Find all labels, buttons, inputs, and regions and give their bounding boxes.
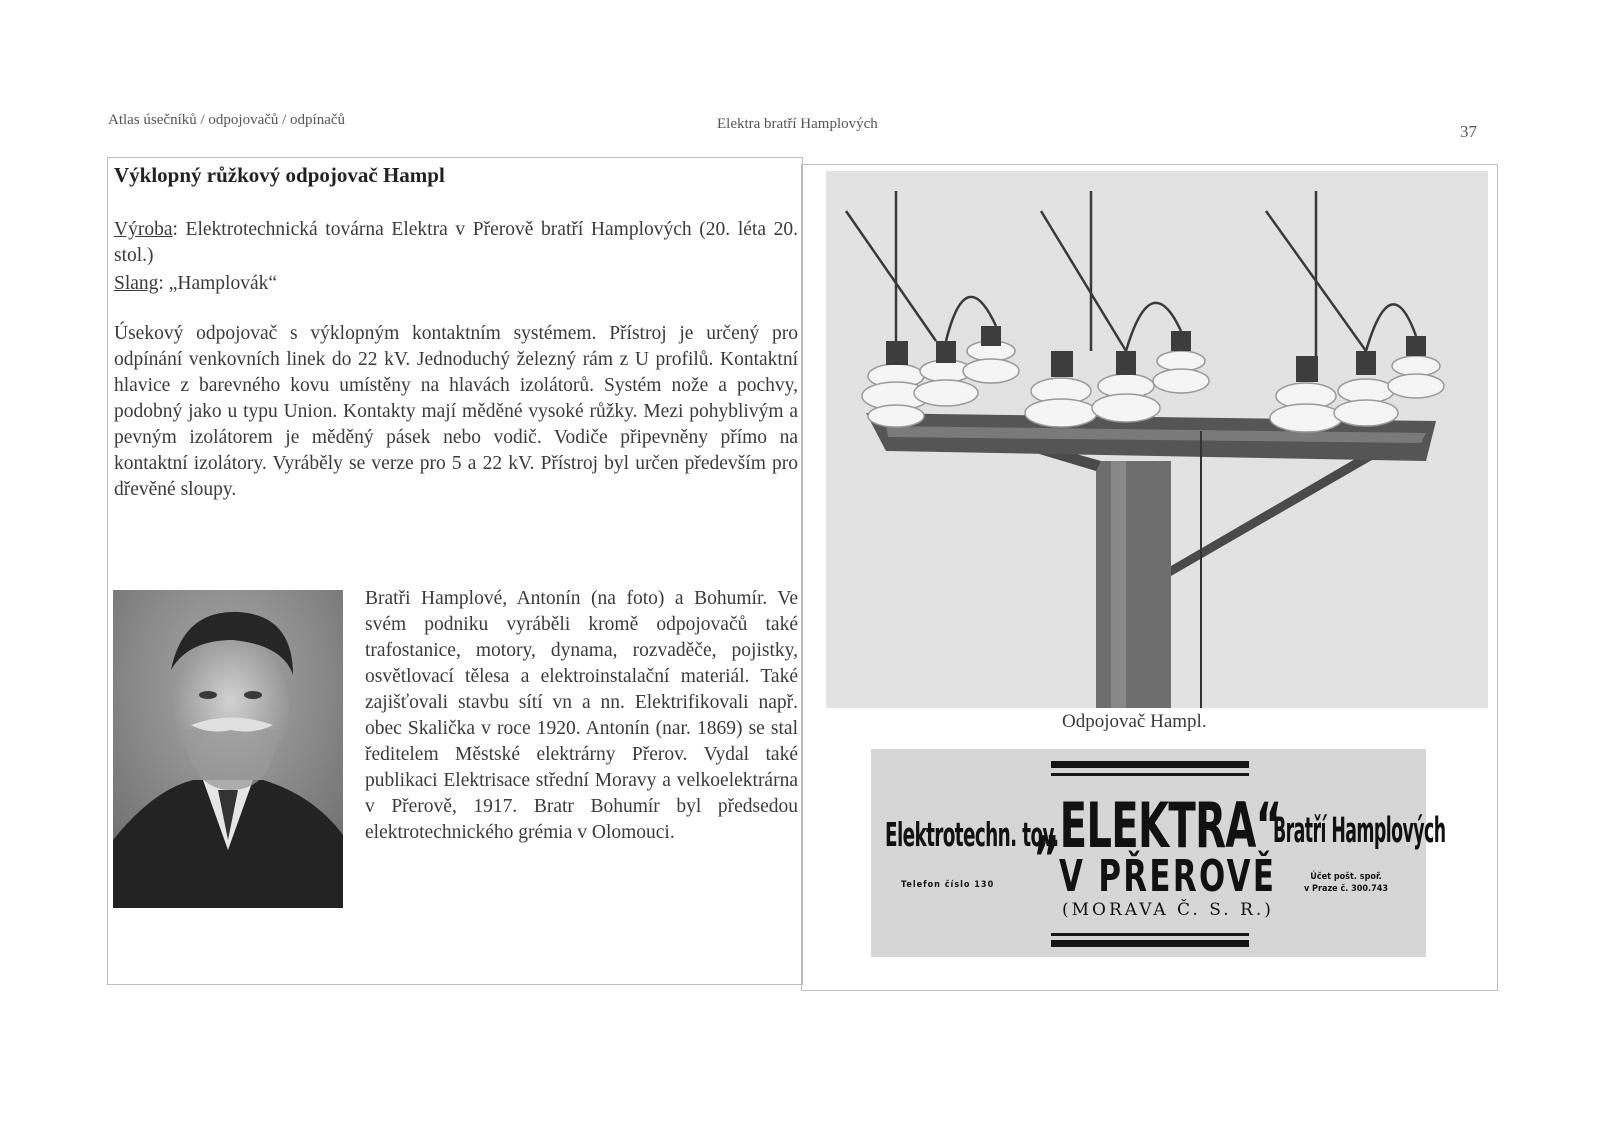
production-paragraph — [114, 217, 798, 269]
ad-account-line1: Účet pošt. spoř. — [1310, 872, 1382, 882]
ad-bottom-rule — [1051, 940, 1249, 947]
article-title: Výklopný růžkový odpojovač Hampl — [114, 163, 445, 187]
slang-paragraph — [114, 271, 798, 297]
ad-brand: „ELEKTRA“ — [1034, 789, 1282, 862]
disconnector-photo — [826, 171, 1488, 708]
ad-city: V PŘEROVĚ — [1059, 851, 1277, 902]
ad-phone: Telefon číslo 130 — [901, 880, 995, 890]
ad-account — [1296, 871, 1396, 895]
slang-text: : „Hamplovák“ — [158, 273, 278, 294]
slang-label: Slang — [114, 273, 159, 294]
portrait-photo — [113, 590, 343, 908]
ad-region: (MORAVA Č. S. R.) — [1062, 900, 1274, 920]
running-header-left: Atlas úsečníků / odpojovačů / odpínačů — [108, 112, 346, 128]
ad-left-text: Elektrotechn. tov. — [885, 815, 1059, 854]
description-paragraph: Úsekový odpojovač s výklopným kontaktním systémem. Přístroj je určený pro odpínání venkovních linek do 22 kV. Jednoduchý železný rám z U profilů. Kontaktní hlavice z barevného kovu umístěny na hlavách izolátorů. Systém nože a pochvy, podobný jako u typu Union. Kontakty mají měděné vysoké růžky. Mezi pohyblivým a pevným izolátorem je měděný pásek nebo vodič. Vodiče připevněny přímo na kontaktní izolátory. Vyráběly se verze pro 5 a 22 kV. Přístroj byl určen především pro dřevěné sloupy. — [114, 323, 798, 500]
ad-top-rule-thin — [1051, 773, 1249, 776]
elektra-advertisement — [871, 749, 1446, 957]
disconnector-illustration — [826, 171, 1488, 708]
figure-caption: Odpojovač Hampl. — [1062, 711, 1207, 732]
production-label: Výroba — [114, 219, 173, 240]
running-header-center: Elektra bratří Hamplových — [717, 116, 878, 132]
ad-right-text: Bratří Hamplových — [1273, 811, 1446, 851]
bio-paragraph: Bratři Hamplové, Antonín (na foto) a Bohumír. Ve svém podniku vyráběli kromě odpojovačů také trafostanice, motory, dynama, rozvaděče, pojistky, osvětlovací tělesa a elektroinstalační materiál. Také zajišťovali stavbu sítí vn a nn. Elektrifikovali např. obec Skalička v roce 1920. Antonín (nar. 1869) se stal ředitelem Městské elektrárny Přerov. Vydal také publikaci Elektrisace střední Moravy a velkoelektrárna v Přerově, 1917. Bratr Bohumír byl předsedou elektrotechnického grémia v Olomouci. — [365, 588, 798, 843]
portrait-illustration — [113, 590, 343, 908]
ad-account-line2: v Praze č. 300.743 — [1303, 884, 1389, 894]
ad-top-rule — [1051, 761, 1249, 768]
production-text: : Elektrotechnická továrna Elektra v Přerově bratří Hamplových (20. léta 20. stol.) — [114, 219, 798, 266]
page-number: 37 — [1460, 122, 1477, 141]
ad-bottom-rule-thin — [1051, 933, 1249, 936]
